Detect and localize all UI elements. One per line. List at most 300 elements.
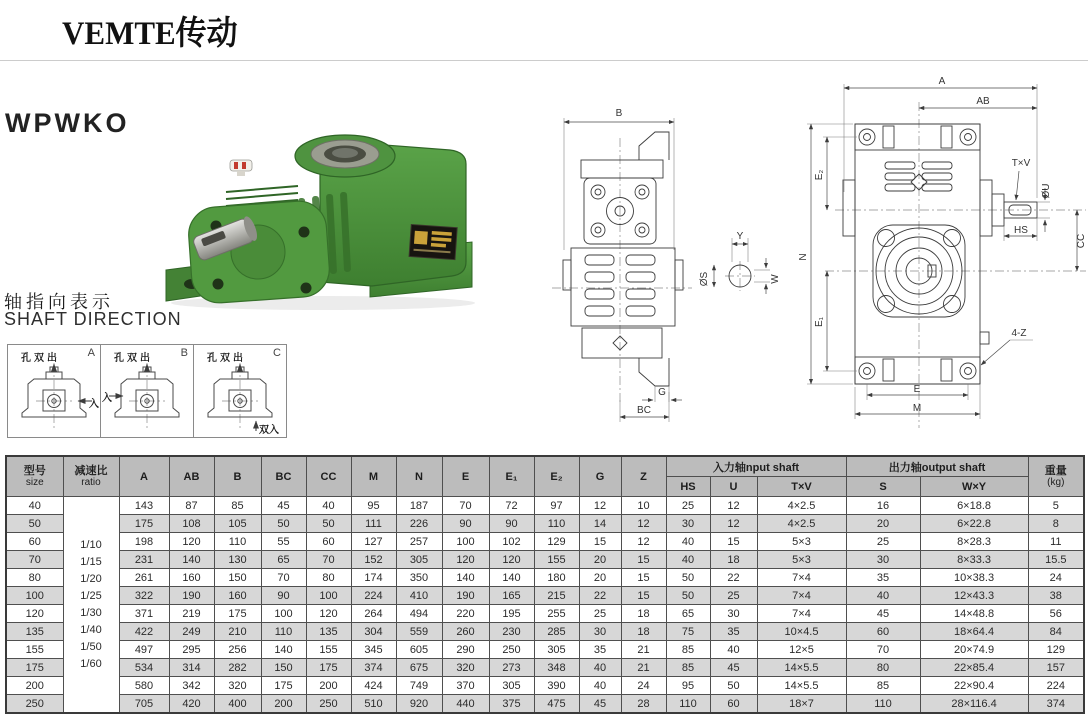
spec-cell: 7×4: [757, 587, 846, 605]
page-title: WPWKO: [5, 108, 130, 138]
col-header-txv: T×V: [757, 477, 846, 497]
spec-cell: 257: [396, 533, 442, 551]
spec-cell: 140: [442, 569, 489, 587]
spec-cell: 15: [621, 569, 666, 587]
spec-cell: 40: [710, 641, 757, 659]
group-header-input-shaft: 入力轴nput shaft: [666, 456, 846, 477]
size-cell: 80: [6, 569, 63, 587]
size-cell: 120: [6, 605, 63, 623]
spec-cell: 6×18.8: [920, 497, 1028, 515]
spec-cell: 90: [261, 587, 306, 605]
col-header-hs: HS: [666, 477, 710, 497]
table-row: [6, 623, 1084, 641]
spec-cell: 5×3: [757, 533, 846, 551]
spec-cell: 140: [169, 551, 214, 569]
spec-cell: 250: [306, 695, 351, 714]
spec-cell: 475: [534, 695, 579, 714]
col-header-dim: CC: [306, 456, 351, 497]
spec-cell: 45: [261, 497, 306, 515]
spec-cell: 10: [621, 497, 666, 515]
spec-cell: 374: [1028, 695, 1084, 714]
front-view-drawing: [797, 74, 1087, 441]
spec-cell: 210: [214, 623, 261, 641]
col-header-dim: E₂: [534, 456, 579, 497]
spec-cell: 219: [169, 605, 214, 623]
spec-cell: 72: [489, 497, 534, 515]
spec-cell: 20: [846, 515, 920, 533]
spec-cell: 345: [351, 641, 396, 659]
spec-cell: 35: [846, 569, 920, 587]
table-row: [6, 497, 1084, 515]
spec-cell: 80: [306, 569, 351, 587]
spec-cell: 56: [1028, 605, 1084, 623]
spec-cell: 130: [214, 551, 261, 569]
table-row: [6, 659, 1084, 677]
dim-label-ou: ØU: [1041, 183, 1052, 199]
spec-cell: 260: [442, 623, 489, 641]
spec-cell: 273: [489, 659, 534, 677]
shaft-diagram-c: [193, 344, 287, 438]
spec-cell: 920: [396, 695, 442, 714]
spec-cell: 45: [710, 659, 757, 677]
spec-cell: 5×3: [757, 551, 846, 569]
dim-label-ab: AB: [976, 96, 990, 107]
spec-cell: 30: [710, 605, 757, 623]
spec-cell: 4×2.5: [757, 515, 846, 533]
spec-cell: 150: [261, 659, 306, 677]
table-row: [6, 695, 1084, 714]
spec-cell: 420: [169, 695, 214, 714]
spec-cell: 15.5: [1028, 551, 1084, 569]
spec-cell: 100: [261, 605, 306, 623]
spec-cell: 22: [579, 587, 621, 605]
spec-cell: 249: [169, 623, 214, 641]
spec-cell: 494: [396, 605, 442, 623]
spec-cell: 110: [666, 695, 710, 714]
spec-cell: 305: [489, 677, 534, 695]
spec-cell: 15: [621, 587, 666, 605]
group-header-output-shaft: 出力轴output shaft: [846, 456, 1028, 477]
spec-cell: 30: [666, 515, 710, 533]
spec-cell: 424: [351, 677, 396, 695]
ratio-cell: 1/10 1/15 1/20 1/25 1/30 1/40 1/50 1/60: [63, 497, 119, 714]
spec-cell: 50: [666, 587, 710, 605]
spec-cell: 320: [442, 659, 489, 677]
shaft-direction-title-cn: 轴指向表示: [4, 292, 114, 312]
spec-cell: 110: [534, 515, 579, 533]
spec-cell: 374: [351, 659, 396, 677]
spec-cell: 350: [396, 569, 442, 587]
input-direction-label: 入: [102, 393, 112, 404]
spec-table: [5, 455, 1085, 714]
spec-cell: 230: [489, 623, 534, 641]
spec-cell: 50: [306, 515, 351, 533]
spec-cell: 14: [579, 515, 621, 533]
size-cell: 200: [6, 677, 63, 695]
top-view-drawing: [522, 80, 794, 445]
size-cell: 60: [6, 533, 63, 551]
spec-cell: 60: [846, 623, 920, 641]
spec-cell: 15: [579, 533, 621, 551]
spec-cell: 30: [846, 551, 920, 569]
spec-cell: 24: [621, 677, 666, 695]
spec-cell: 80: [846, 659, 920, 677]
dim-label-n: N: [798, 253, 809, 261]
spec-cell: 97: [534, 497, 579, 515]
spec-cell: 160: [169, 569, 214, 587]
spec-cell: 305: [396, 551, 442, 569]
spec-cell: 348: [534, 659, 579, 677]
spec-cell: 16: [846, 497, 920, 515]
spec-cell: 190: [442, 587, 489, 605]
dim-label-a: A: [938, 76, 946, 87]
spec-cell: 100: [442, 533, 489, 551]
spec-cell: 224: [351, 587, 396, 605]
spec-cell: 38: [1028, 587, 1084, 605]
spec-cell: 143: [119, 497, 169, 515]
spec-cell: 18×7: [757, 695, 846, 714]
spec-cell: 60: [710, 695, 757, 714]
spec-cell: 256: [214, 641, 261, 659]
spec-cell: 135: [306, 623, 351, 641]
table-row: [6, 569, 1084, 587]
header-divider: [0, 60, 1088, 61]
spec-cell: 195: [489, 605, 534, 623]
spec-cell: 285: [534, 623, 579, 641]
spec-cell: 14×48.8: [920, 605, 1028, 623]
spec-cell: 95: [666, 677, 710, 695]
col-header-dim: E: [442, 456, 489, 497]
spec-cell: 190: [169, 587, 214, 605]
dim-label-w: W: [770, 274, 781, 284]
spec-cell: 20: [579, 551, 621, 569]
size-cell: 50: [6, 515, 63, 533]
spec-cell: 70: [442, 497, 489, 515]
spec-cell: 40: [306, 497, 351, 515]
spec-cell: 22: [710, 569, 757, 587]
spec-cell: 4×2.5: [757, 497, 846, 515]
dim-label-y: Y: [736, 231, 744, 242]
spec-cell: 14×5.5: [757, 677, 846, 695]
spec-cell: 187: [396, 497, 442, 515]
diagram-letter: A: [87, 347, 95, 359]
spec-cell: 22×85.4: [920, 659, 1028, 677]
spec-cell: 10×38.3: [920, 569, 1028, 587]
spec-cell: 200: [306, 677, 351, 695]
spec-cell: 12: [621, 533, 666, 551]
spec-cell: 108: [169, 515, 214, 533]
input-direction-label: 双入: [259, 425, 279, 436]
spec-cell: 224: [1028, 677, 1084, 695]
spec-cell: 87: [169, 497, 214, 515]
spec-cell: 322: [119, 587, 169, 605]
spec-cell: 129: [534, 533, 579, 551]
spec-cell: 390: [534, 677, 579, 695]
spec-cell: 90: [442, 515, 489, 533]
spec-cell: 85: [666, 659, 710, 677]
spec-cell: 18×64.4: [920, 623, 1028, 641]
spec-cell: 497: [119, 641, 169, 659]
dim-label-e2: E₂: [814, 169, 825, 181]
spec-cell: 314: [169, 659, 214, 677]
col-header-dim: B: [214, 456, 261, 497]
spec-cell: 140: [261, 641, 306, 659]
table-row: [6, 605, 1084, 623]
spec-cell: 410: [396, 587, 442, 605]
spec-cell: 85: [846, 677, 920, 695]
spec-cell: 15: [621, 551, 666, 569]
col-header-ratio: 减速比 ratio: [63, 456, 119, 497]
col-header-dim: G: [579, 456, 621, 497]
spec-cell: 70: [261, 569, 306, 587]
table-row: [6, 515, 1084, 533]
spec-cell: 40: [666, 551, 710, 569]
dim-label-cc: CC: [1076, 233, 1087, 249]
spec-cell: 220: [442, 605, 489, 623]
col-header-dim: BC: [261, 456, 306, 497]
spec-cell: 50: [666, 569, 710, 587]
spec-cell: 45: [846, 605, 920, 623]
shaft-diagram-b: [100, 344, 194, 438]
spec-cell: 18: [621, 605, 666, 623]
spec-cell: 65: [666, 605, 710, 623]
spec-cell: 6×22.8: [920, 515, 1028, 533]
spec-cell: 255: [534, 605, 579, 623]
size-cell: 175: [6, 659, 63, 677]
gearbox-sketch: [105, 363, 189, 433]
size-cell: 250: [6, 695, 63, 714]
dim-label-4z: 4-Z: [1011, 328, 1027, 339]
spec-cell: 12: [621, 515, 666, 533]
spec-cell: 84: [1028, 623, 1084, 641]
spec-cell: 35: [579, 641, 621, 659]
spec-cell: 110: [846, 695, 920, 714]
spec-cell: 510: [351, 695, 396, 714]
spec-cell: 370: [442, 677, 489, 695]
spec-cell: 105: [214, 515, 261, 533]
col-header-dim: Z: [621, 456, 666, 497]
spec-cell: 60: [306, 533, 351, 551]
spec-cell: 155: [306, 641, 351, 659]
col-header-dim: E₁: [489, 456, 534, 497]
spec-cell: 375: [489, 695, 534, 714]
spec-cell: 100: [306, 587, 351, 605]
spec-cell: 12: [710, 515, 757, 533]
spec-cell: 120: [442, 551, 489, 569]
spec-cell: 305: [534, 641, 579, 659]
col-header-dim: AB: [169, 456, 214, 497]
spec-cell: 605: [396, 641, 442, 659]
spec-cell: 70: [306, 551, 351, 569]
shaft-direction-title-en: SHAFT DIRECTION: [4, 309, 182, 329]
spec-cell: 102: [489, 533, 534, 551]
spec-cell: 155: [534, 551, 579, 569]
spec-cell: 12: [579, 497, 621, 515]
spec-cell: 20×74.9: [920, 641, 1028, 659]
col-header-s: S: [846, 477, 920, 497]
col-header-dim: N: [396, 456, 442, 497]
spec-cell: 95: [351, 497, 396, 515]
table-row: [6, 641, 1084, 659]
spec-cell: 534: [119, 659, 169, 677]
gearbox-sketch: [12, 363, 96, 433]
spec-cell: 175: [261, 677, 306, 695]
spec-cell: 75: [666, 623, 710, 641]
spec-cell: 226: [396, 515, 442, 533]
spec-cell: 7×4: [757, 569, 846, 587]
shaft-direction-diagrams: [8, 344, 287, 438]
col-header-dim: M: [351, 456, 396, 497]
spec-cell: 400: [214, 695, 261, 714]
dim-label-g: G: [658, 387, 666, 398]
col-header-weight: 重量 (kg): [1028, 456, 1084, 497]
spec-cell: 25: [710, 587, 757, 605]
spec-cell: 180: [534, 569, 579, 587]
spec-cell: 8×28.3: [920, 533, 1028, 551]
spec-cell: 24: [1028, 569, 1084, 587]
spec-cell: 12×43.3: [920, 587, 1028, 605]
spec-cell: 18: [710, 551, 757, 569]
spec-cell: 261: [119, 569, 169, 587]
dim-label-e: E: [913, 384, 921, 395]
spec-cell: 264: [351, 605, 396, 623]
col-header-u: U: [710, 477, 757, 497]
dim-label-b: B: [615, 108, 623, 119]
spec-cell: 28: [621, 695, 666, 714]
spec-cell: 11: [1028, 533, 1084, 551]
dim-label-os: ØS: [699, 271, 710, 287]
spec-cell: 35: [710, 623, 757, 641]
spec-cell: 175: [119, 515, 169, 533]
spec-cell: 8×33.3: [920, 551, 1028, 569]
size-cell: 40: [6, 497, 63, 515]
diagram-label: 孔双出: [21, 353, 60, 364]
dim-label-bc: BC: [637, 405, 651, 416]
spec-cell: 422: [119, 623, 169, 641]
spec-cell: 18: [621, 623, 666, 641]
table-row: [6, 533, 1084, 551]
spec-cell: 21: [621, 659, 666, 677]
col-header-size: 型号 size: [6, 456, 63, 497]
spec-cell: 110: [214, 533, 261, 551]
spec-cell: 120: [306, 605, 351, 623]
spec-cell: 705: [119, 695, 169, 714]
spec-cell: 320: [214, 677, 261, 695]
spec-cell: 559: [396, 623, 442, 641]
dim-label-txv: T×V: [1011, 158, 1031, 169]
spec-cell: 25: [579, 605, 621, 623]
spec-cell: 140: [489, 569, 534, 587]
spec-cell: 231: [119, 551, 169, 569]
spec-cell: 65: [261, 551, 306, 569]
spec-cell: 70: [846, 641, 920, 659]
diagram-label: 孔双出: [114, 353, 153, 364]
spec-cell: 55: [261, 533, 306, 551]
spec-cell: 150: [214, 569, 261, 587]
spec-cell: 152: [351, 551, 396, 569]
dim-label-e1: E₁: [814, 316, 825, 328]
spec-cell: 160: [214, 587, 261, 605]
spec-cell: 175: [214, 605, 261, 623]
col-header-wxy: W×Y: [920, 477, 1028, 497]
spec-cell: 12×5: [757, 641, 846, 659]
spec-cell: 20: [579, 569, 621, 587]
spec-cell: 85: [214, 497, 261, 515]
diagram-letter: B: [180, 347, 188, 359]
spec-cell: 175: [306, 659, 351, 677]
spec-cell: 129: [1028, 641, 1084, 659]
diagram-label: 孔双出: [207, 353, 246, 364]
spec-cell: 749: [396, 677, 442, 695]
spec-cell: 22×90.4: [920, 677, 1028, 695]
size-cell: 135: [6, 623, 63, 641]
dim-label-m: M: [912, 403, 922, 414]
spec-cell: 85: [666, 641, 710, 659]
col-header-dim: A: [119, 456, 169, 497]
spec-cell: 90: [489, 515, 534, 533]
table-row: [6, 587, 1084, 605]
size-cell: 70: [6, 551, 63, 569]
product-photo: [158, 104, 483, 312]
spec-cell: 580: [119, 677, 169, 695]
spec-cell: 675: [396, 659, 442, 677]
size-cell: 155: [6, 641, 63, 659]
spec-cell: 250: [489, 641, 534, 659]
spec-cell: 40: [579, 677, 621, 695]
spec-cell: 215: [534, 587, 579, 605]
spec-cell: 174: [351, 569, 396, 587]
spec-cell: 12: [710, 497, 757, 515]
spec-cell: 342: [169, 677, 214, 695]
spec-cell: 7×4: [757, 605, 846, 623]
brand-logo: VEMTE传动: [62, 14, 238, 52]
spec-cell: 30: [579, 623, 621, 641]
spec-cell: 40: [579, 659, 621, 677]
spec-cell: 15: [710, 533, 757, 551]
spec-cell: 50: [710, 677, 757, 695]
spec-cell: 200: [261, 695, 306, 714]
spec-cell: 127: [351, 533, 396, 551]
spec-cell: 21: [621, 641, 666, 659]
spec-cell: 165: [489, 587, 534, 605]
spec-cell: 120: [169, 533, 214, 551]
spec-cell: 440: [442, 695, 489, 714]
spec-cell: 111: [351, 515, 396, 533]
spec-cell: 110: [261, 623, 306, 641]
spec-cell: 40: [846, 587, 920, 605]
spec-cell: 25: [666, 497, 710, 515]
spec-cell: 50: [261, 515, 306, 533]
spec-cell: 5: [1028, 497, 1084, 515]
spec-cell: 371: [119, 605, 169, 623]
spec-cell: 14×5.5: [757, 659, 846, 677]
table-row: [6, 677, 1084, 695]
spec-table-body: [6, 497, 1084, 714]
table-row: [6, 551, 1084, 569]
shaft-diagram-a: [7, 344, 101, 438]
spec-cell: 28×116.4: [920, 695, 1028, 714]
dim-label-hs: HS: [1014, 225, 1028, 236]
spec-cell: 40: [666, 533, 710, 551]
spec-cell: 295: [169, 641, 214, 659]
spec-cell: 198: [119, 533, 169, 551]
spec-cell: 10×4.5: [757, 623, 846, 641]
spec-cell: 290: [442, 641, 489, 659]
spec-cell: 8: [1028, 515, 1084, 533]
input-direction-label: 入: [89, 399, 99, 410]
size-cell: 100: [6, 587, 63, 605]
diagram-letter: C: [273, 347, 281, 359]
